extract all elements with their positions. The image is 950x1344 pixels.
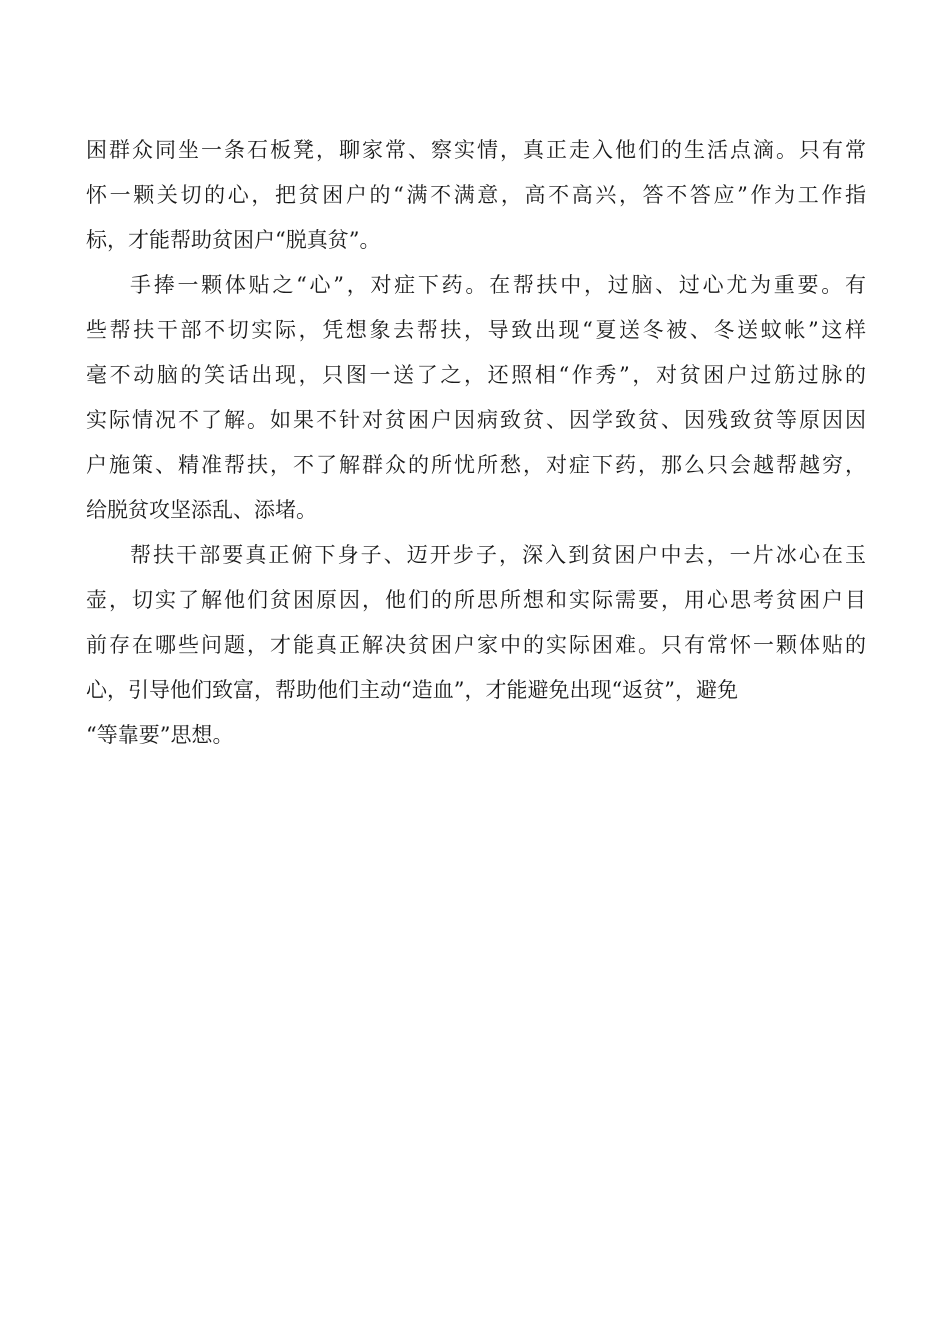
paragraph-2-line-2: 些帮扶干部不切实际，凭想象去帮扶，导致出现“夏送冬被、冬送蚊帐”这样 <box>86 318 866 342</box>
paragraph-3-line-5: “等靠要”思想。 <box>86 723 234 747</box>
paragraph-1-line-3: 标，才能帮助贫困户“脱真贫”。 <box>86 228 381 252</box>
paragraph-3-line-2: 壶，切实了解他们贫困原因，他们的所思所想和实际需要，用心思考贫困户目 <box>86 588 866 612</box>
paragraph-1-line-1: 困群众同坐一条石板凳，聊家常、察实情，真正走入他们的生活点滴。只有常 <box>86 138 866 162</box>
paragraph-1-line-2: 怀一颗关切的心，把贫困户的“满不满意，高不高兴，答不答应”作为工作指 <box>86 183 866 207</box>
paragraph-2-line-6: 给脱贫攻坚添乱、添堵。 <box>86 498 317 522</box>
paragraph-3-line-3: 前存在哪些问题，才能真正解决贫困户家中的实际困难。只有常怀一颗体贴的 <box>86 633 866 657</box>
paragraph-2-line-3: 毫不动脑的笑话出现，只图一送了之，还照相“作秀”，对贫困户过筋过脉的 <box>86 363 866 387</box>
paragraph-2-line-5: 户施策、精准帮扶，不了解群众的所忧所愁，对症下药，那么只会越帮越穷， <box>86 453 866 477</box>
paragraph-2-line-1: 手捧一颗体贴之“心”，对症下药。在帮扶中，过脑、过心尤为重要。有 <box>130 273 866 297</box>
paragraph-2-line-4: 实际情况不了解。如果不针对贫困户因病致贫、因学致贫、因残致贫等原因因 <box>86 408 866 432</box>
paragraph-3-line-4: 心，引导他们致富，帮助他们主动“造血”，才能避免出现“返贫”，避免 <box>86 678 738 702</box>
document-body <box>86 128 866 758</box>
paragraph-3-line-1: 帮扶干部要真正俯下身子、迈开步子，深入到贫困户中去，一片冰心在玉 <box>130 543 866 567</box>
